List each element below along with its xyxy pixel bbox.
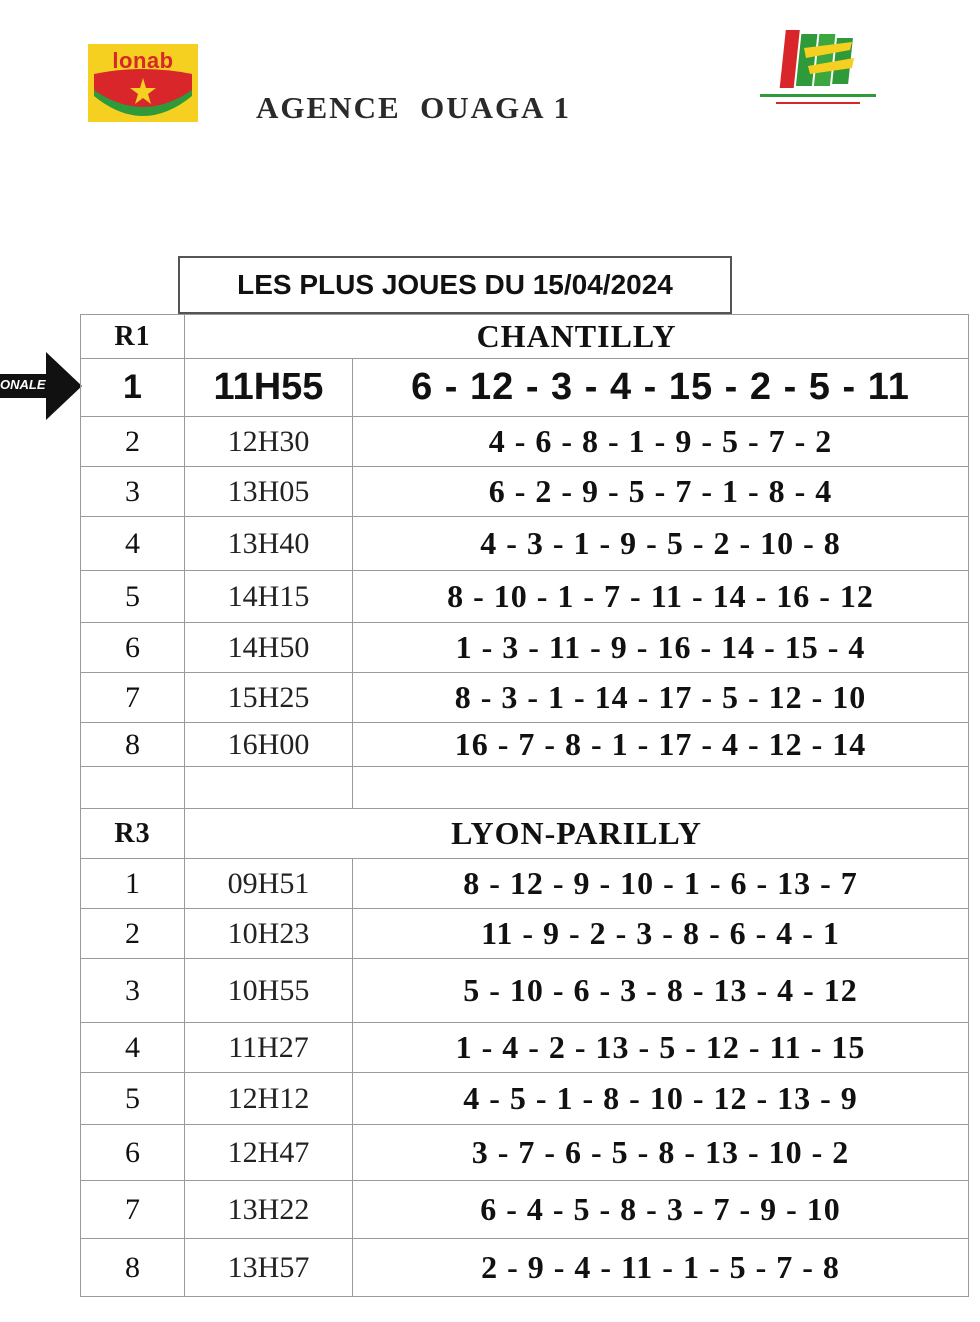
table-row bbox=[81, 723, 969, 767]
race-number: 2 bbox=[81, 909, 185, 959]
races-table bbox=[80, 314, 969, 1297]
race-time: 10H55 bbox=[185, 959, 353, 1023]
race-time: 11H55 bbox=[185, 359, 353, 417]
horse-numbers: 16 - 7 - 8 - 1 - 17 - 4 - 12 - 14 bbox=[353, 723, 969, 767]
lonab-logo-text: lonab bbox=[112, 48, 174, 73]
race-number: 6 bbox=[81, 623, 185, 673]
horse-numbers: 3 - 7 - 6 - 5 - 8 - 13 - 10 - 2 bbox=[353, 1125, 969, 1181]
horse-numbers: 4 - 6 - 8 - 1 - 9 - 5 - 7 - 2 bbox=[353, 417, 969, 467]
empty-cell bbox=[185, 767, 353, 809]
horse-numbers: 2 - 9 - 4 - 11 - 1 - 5 - 7 - 8 bbox=[353, 1239, 969, 1297]
race-number: 5 bbox=[81, 571, 185, 623]
race-time: 09H51 bbox=[185, 859, 353, 909]
race-time: 14H50 bbox=[185, 623, 353, 673]
table-row bbox=[81, 1181, 969, 1239]
meeting-header-row bbox=[81, 809, 969, 859]
race-number: 8 bbox=[81, 723, 185, 767]
horse-numbers: 6 - 2 - 9 - 5 - 7 - 1 - 8 - 4 bbox=[353, 467, 969, 517]
horse-numbers: 5 - 10 - 6 - 3 - 8 - 13 - 4 - 12 bbox=[353, 959, 969, 1023]
race-number: 6 bbox=[81, 1125, 185, 1181]
horse-numbers: 4 - 5 - 1 - 8 - 10 - 12 - 13 - 9 bbox=[353, 1073, 969, 1125]
horse-numbers: 4 - 3 - 1 - 9 - 5 - 2 - 10 - 8 bbox=[353, 517, 969, 571]
table-row bbox=[81, 909, 969, 959]
lonab-logo bbox=[88, 44, 198, 122]
table-row bbox=[81, 1125, 969, 1181]
horse-numbers: 1 - 4 - 2 - 13 - 5 - 12 - 11 - 15 bbox=[353, 1023, 969, 1073]
race-time: 16H00 bbox=[185, 723, 353, 767]
race-time: 15H25 bbox=[185, 673, 353, 723]
race-time: 13H57 bbox=[185, 1239, 353, 1297]
race-number: 3 bbox=[81, 959, 185, 1023]
horse-numbers: 6 - 4 - 5 - 8 - 3 - 7 - 9 - 10 bbox=[353, 1181, 969, 1239]
spacer-row bbox=[81, 767, 969, 809]
table-row bbox=[81, 859, 969, 909]
race-time: 12H12 bbox=[185, 1073, 353, 1125]
meeting-label: R3 bbox=[81, 809, 185, 859]
race-time: 13H40 bbox=[185, 517, 353, 571]
table-row bbox=[81, 623, 969, 673]
table-row bbox=[81, 673, 969, 723]
meeting-header-row bbox=[81, 315, 969, 359]
race-time: 14H15 bbox=[185, 571, 353, 623]
race-number: 2 bbox=[81, 417, 185, 467]
horse-numbers: 8 - 3 - 1 - 14 - 17 - 5 - 12 - 10 bbox=[353, 673, 969, 723]
table-row bbox=[81, 571, 969, 623]
race-time: 10H23 bbox=[185, 909, 353, 959]
race-number: 3 bbox=[81, 467, 185, 517]
race-number: 7 bbox=[81, 1181, 185, 1239]
meeting-label: R1 bbox=[81, 315, 185, 359]
horse-numbers: 6 - 12 - 3 - 4 - 15 - 2 - 5 - 11 bbox=[353, 359, 969, 417]
table-row bbox=[81, 517, 969, 571]
race-number: 4 bbox=[81, 517, 185, 571]
horse-numbers: 11 - 9 - 2 - 3 - 8 - 6 - 4 - 1 bbox=[353, 909, 969, 959]
empty-cell bbox=[81, 767, 185, 809]
table-row bbox=[81, 1073, 969, 1125]
race-number: 8 bbox=[81, 1239, 185, 1297]
table-row bbox=[81, 1023, 969, 1073]
pointer-label: ONALE bbox=[0, 377, 46, 392]
race-time: 12H47 bbox=[185, 1125, 353, 1181]
race-time: 11H27 bbox=[185, 1023, 353, 1073]
table-row bbox=[81, 959, 969, 1023]
race-number: 7 bbox=[81, 673, 185, 723]
race-number: 4 bbox=[81, 1023, 185, 1073]
agency-title: AGENCE OUAGA 1 bbox=[256, 90, 572, 125]
table-row bbox=[81, 1239, 969, 1297]
race-time: 12H30 bbox=[185, 417, 353, 467]
horse-numbers: 1 - 3 - 11 - 9 - 16 - 14 - 15 - 4 bbox=[353, 623, 969, 673]
table-row bbox=[81, 417, 969, 467]
venue-name: LYON-PARILLY bbox=[185, 809, 969, 859]
race-time: 13H05 bbox=[185, 467, 353, 517]
race-number: 5 bbox=[81, 1073, 185, 1125]
page-title: LES PLUS JOUES DU 15/04/2024 bbox=[178, 256, 732, 314]
table-row bbox=[81, 359, 969, 417]
table-row bbox=[81, 467, 969, 517]
race-number: 1 bbox=[81, 359, 185, 417]
horse-numbers: 8 - 12 - 9 - 10 - 1 - 6 - 13 - 7 bbox=[353, 859, 969, 909]
empty-cell bbox=[353, 767, 969, 809]
race-time: 13H22 bbox=[185, 1181, 353, 1239]
race-number: 1 bbox=[81, 859, 185, 909]
venue-name: CHANTILLY bbox=[185, 315, 969, 359]
horse-numbers: 8 - 10 - 1 - 7 - 11 - 14 - 16 - 12 bbox=[353, 571, 969, 623]
partner-logo bbox=[756, 28, 880, 112]
